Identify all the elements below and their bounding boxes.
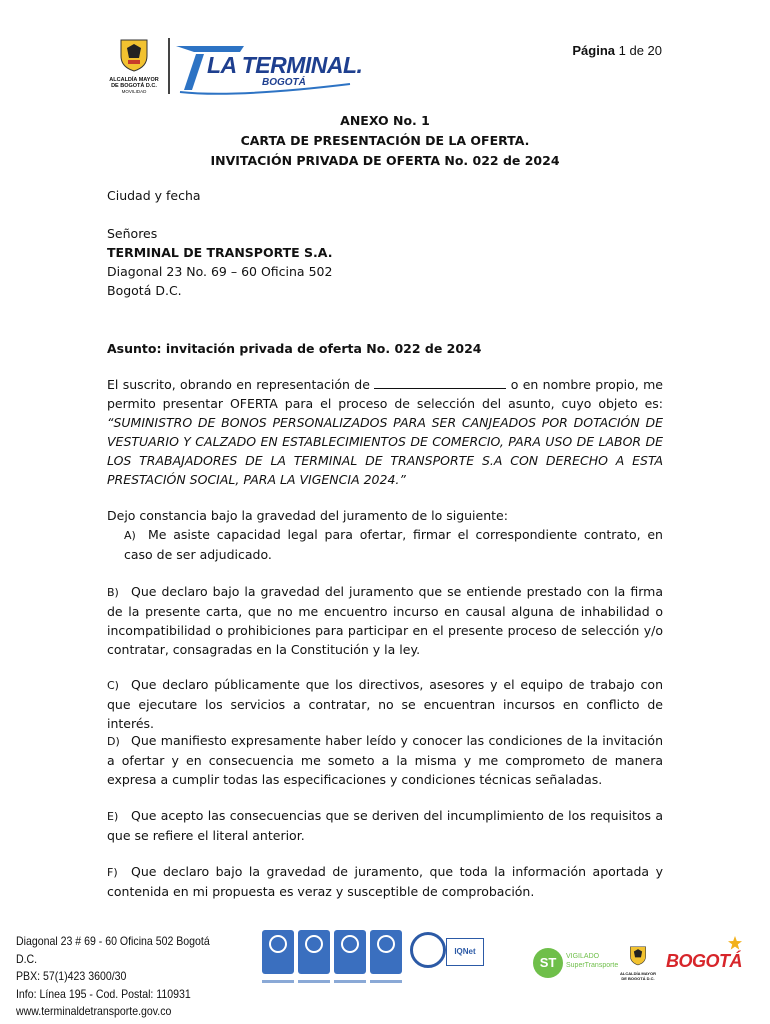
icontec-cert-icon (298, 930, 330, 974)
supertransporte-text: VIGILADO SuperTransporte (566, 953, 619, 969)
footer-address: Diagonal 23 # 69 - 60 Oficina 502 Bogotá D.C. (16, 934, 210, 966)
subject-line: Asunto: invitación privada de oferta No. 022 de 2024 (107, 341, 482, 356)
icontec-cert-icon (334, 930, 366, 974)
intro-paragraph: El suscrito, obrando en representación de o en nombre propio, me permito presentar OFERTA para el proceso de selección del asunto, cuyo objeto es: “SUMINISTRO DE BONOS PERSONALIZADOS PARA SER CANJEADOS POR DOTACIÓN DE VESTUARIO Y CALZADO EN ESTABLECIMIENTOS DE COMERCIO, PARA USO DE LABOR DE LOS TRABAJADORES DE LA TERMINAL DE TRANSPORTE S.A CON DERECHO A ESTA PRESTACIÓN SOCIAL, PARA LA VIGENCIA 2024.” (107, 377, 663, 487)
list-item-a: A) Me asiste capacidad legal para ofertar, firmar el correspondiente contrato, en caso de ser adjudicado. (124, 527, 663, 562)
greeting: Señores (107, 226, 158, 241)
star-icon (728, 936, 742, 950)
contract-object: “SUMINISTRO DE BONOS PERSONALIZADOS PARA SER CANJEADOS POR DOTACIÓN DE VESTUARIO Y CALZADO EN ESTABLECIMIENTOS DE COMERCIO, PARA USO DE LABOR DE LOS TRABAJADORES DE LA TERMINAL DE TRANSPORTE S.A CON DERECHO A ESTA PRESTACIÓN SOCIAL, PARA LA VIGENCIA 2024.” (107, 415, 663, 487)
footer-website: www.terminaldetransporte.gov.co (16, 1004, 172, 1018)
terminal-logo-text: LA TERMINAL. (207, 52, 363, 78)
list-item-c: C) Que declaro públicamente que los directivos, asesores y el equipo de trabajo con que ejecutare los servicios a contratar, no se encuentran incursos en conflicto de interés. (107, 677, 663, 731)
icontec-cert-icon (370, 930, 402, 974)
recipient-name: TERMINAL DE TRANSPORTE S.A. (107, 245, 333, 260)
bogota-shield-icon (117, 36, 151, 72)
oath-intro: Dejo constancia bajo la gravedad del juramento de lo siguiente: (107, 508, 508, 523)
terminal-logo-subtext: BOGOTÁ (262, 77, 306, 88)
seal-icon (410, 932, 446, 968)
list-item-f: F) Que declaro bajo la gravedad de juramento, que toda la información aportada y contenida en mi propuesta es veraz y susceptible de comprobación. (107, 864, 663, 899)
header-divider (168, 38, 170, 94)
icontec-cert-icon (262, 930, 294, 974)
representation-blank (374, 376, 506, 389)
supertransporte-logo: ST (533, 948, 563, 978)
alcaldia-small-logo: ALCALDÍA MAYOR DE BOGOTÁ D.C. (620, 944, 656, 981)
page-number: Página 1 de 20 (572, 43, 662, 58)
alcaldia-logo: ALCALDÍA MAYOR DE BOGOTÁ D.C. MOVILIDAD (104, 36, 164, 94)
footer-pbx: PBX: 57(1)423 3600/30 (16, 969, 127, 983)
footer-info: Info: Línea 195 - Cod. Postal: 110931 (16, 986, 191, 1001)
certification-logos (262, 930, 484, 992)
city-date: Ciudad y fecha (107, 188, 201, 203)
bogota-brand-logo: BOGOTÁ (666, 951, 742, 971)
list-item-b: B) Que declaro bajo la gravedad del juramento que se entiende prestado con la firma de la presente carta, que no me encuentro incurso en causal alguna de inhabilidad o incompatibilidad o prohibiciones para participar en el presente proceso de selección y/o contratar, consagradas en la Constitución y la ley. (107, 584, 663, 657)
document-title: ANEXO No. 1 CARTA DE PRESENTACIÓN DE LA OFERTA. INVITACIÓN PRIVADA DE OFERTA No. 022 de 2024 (210, 113, 560, 168)
iqnet-logo: IQNet (446, 938, 484, 966)
footer-contact (16, 933, 227, 1021)
bogota-shield-icon (628, 944, 648, 966)
list-item-d: D) Que manifiesto expresamente haber leído y conocer las condiciones de la invitación a ofertar y en consecuencia me someto a la misma y me comprometo de manera expresa a cumplir todas las especificaciones y condiciones técnicas señaladas. (107, 733, 663, 787)
recipient-address: Diagonal 23 No. 69 – 60 Oficina 502 (107, 264, 333, 279)
list-item-e: E) Que acepto las consecuencias que se deriven del incumplimiento de los requisitos a que se refiere el literal anterior. (107, 808, 663, 843)
recipient-city: Bogotá D.C. (107, 283, 182, 298)
